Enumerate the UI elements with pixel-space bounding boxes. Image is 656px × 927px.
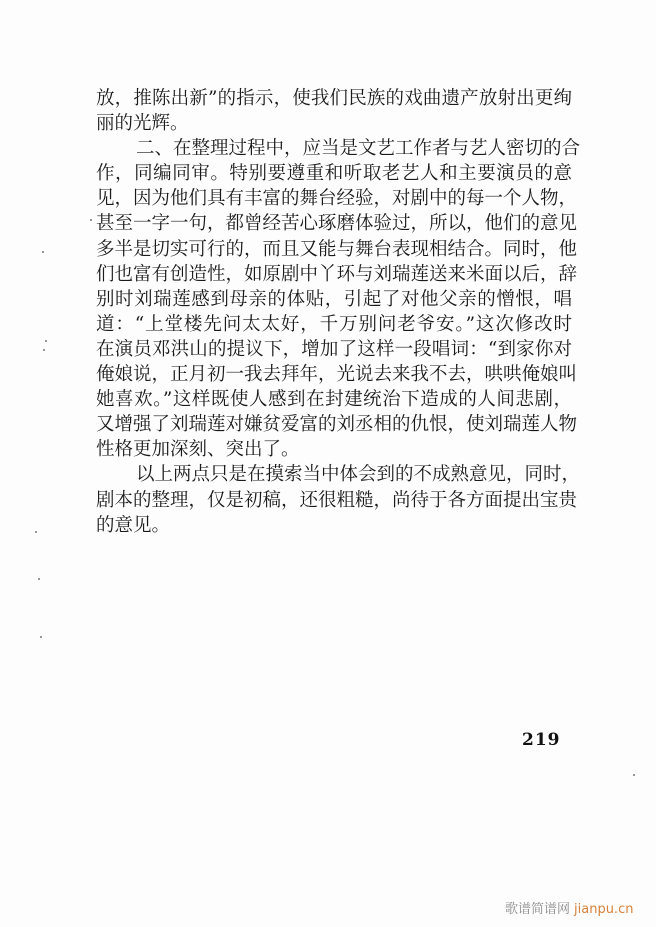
scan-artifact	[45, 340, 47, 342]
text-line: 在演员邓洪山的提议下，增加了这样一段唱词：“到家你对	[96, 338, 572, 360]
text-line: 放，推陈出新”的指示，使我们民族的戏曲遗产放射出更绚	[96, 88, 572, 109]
text-line: 多半是切实可行的，而且又能与舞台表现相结合。同时，他	[96, 238, 578, 260]
scan-artifact	[38, 578, 40, 580]
text-line: 们也富有创造性，如原剧中丫环与刘瑞莲送来米面以后，辞	[96, 263, 578, 285]
watermark-domain: jianpu.cn	[574, 902, 634, 917]
text-line: 俺娘说，正月初一我去拜年，光说去来我不去，哄哄俺娘叫	[96, 364, 578, 386]
scan-artifact	[42, 251, 44, 253]
scan-artifact	[40, 636, 42, 638]
scan-artifact	[35, 531, 37, 533]
scan-artifact	[43, 349, 45, 351]
scan-artifact	[90, 219, 92, 221]
site-watermark	[505, 898, 633, 917]
body-text	[96, 86, 581, 538]
text-line: 剧本的整理，仅是初稿，还很粗糙，尚待于各方面提出宝贵	[96, 489, 578, 511]
text-line: 道：“上堂楼先问太太好，千万别问老爷安。”这次修改时	[96, 313, 572, 335]
scan-artifact	[633, 774, 635, 776]
text-line: 以上两点只是在摸索当中体会到的不成熟意见，同时，	[136, 464, 581, 486]
text-line: 二、在整理过程中，应当是文艺工作者与艺人密切的合	[136, 138, 581, 160]
text-line: 的意见。	[96, 514, 171, 536]
text-line: 性格更加深刻、突出了。	[96, 439, 300, 461]
text-line: 又增强了刘瑞莲对嫌贫爱富的刘丞相的仇恨，使刘瑞莲人物	[96, 414, 578, 436]
page-number: 219	[522, 730, 561, 750]
text-line: 别时刘瑞莲感到母亲的体贴，引起了对他父亲的憎恨，唱	[96, 288, 572, 310]
text-line: 见，因为他们具有丰富的舞台经验，对剧中的每一个人物，	[96, 188, 578, 210]
text-line: 丽的光辉。	[96, 113, 189, 135]
watermark-site-name: 歌谱简谱网	[505, 902, 571, 917]
text-line: 作，同编同审。特别要遵重和听取老艺人和主要演员的意	[96, 163, 572, 185]
text-line: 她喜欢。”这样既使人感到在封建统治下造成的人间悲剧，	[96, 389, 572, 411]
text-line: 甚至一字一句，都曾经苦心琢磨体验过，所以，他们的意见	[96, 213, 578, 235]
